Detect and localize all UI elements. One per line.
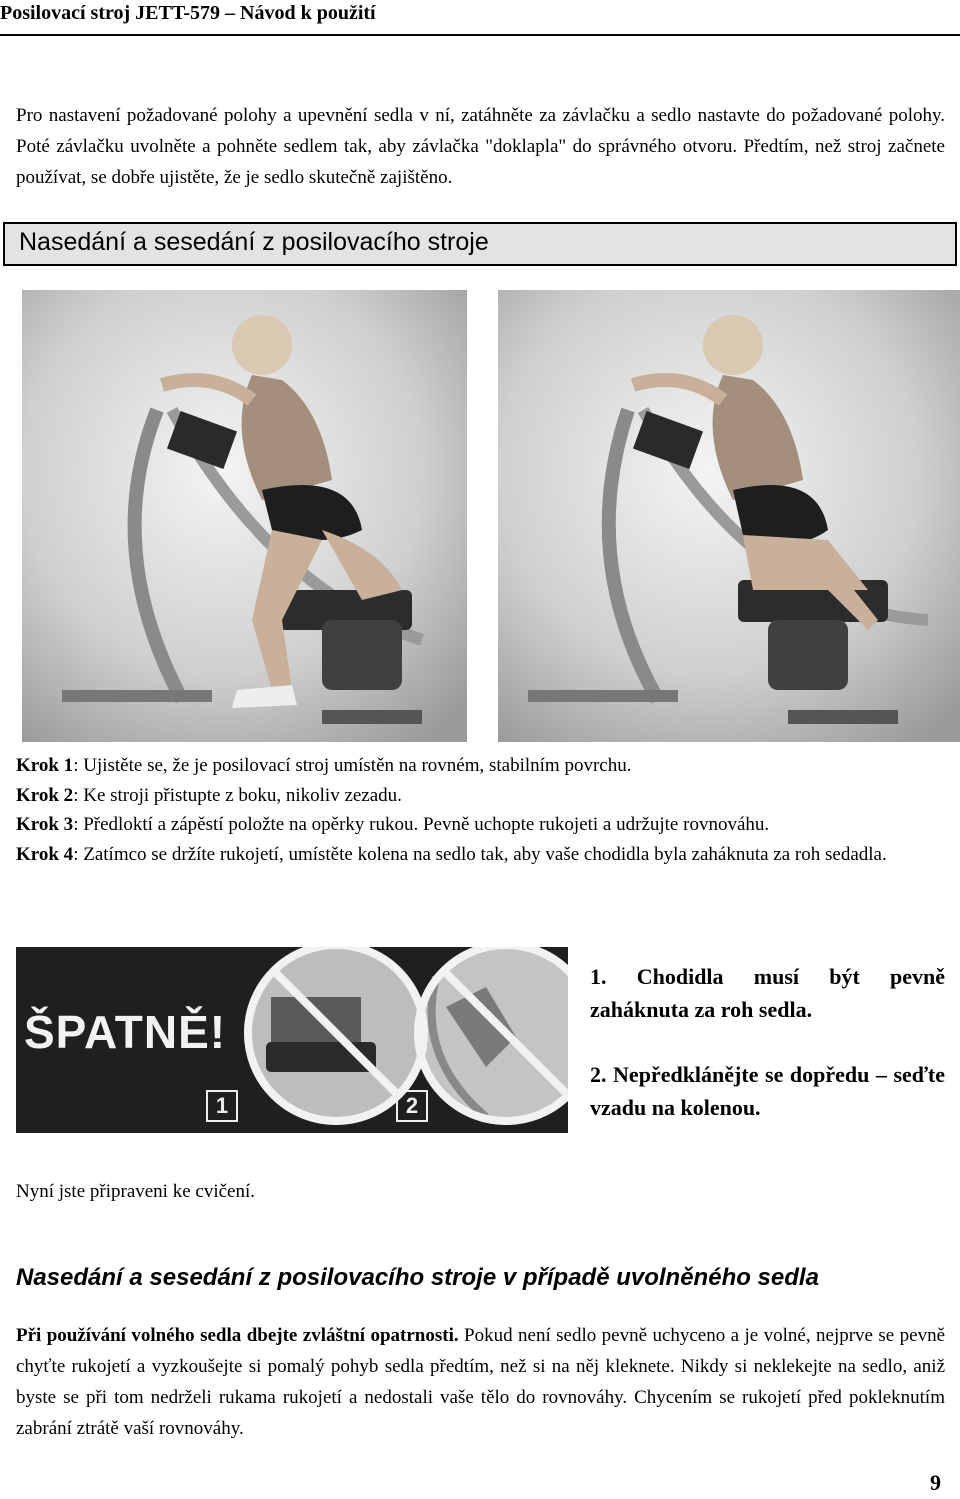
section-heading-mount: Nasedání a sesedání z posilovacího stroje <box>19 228 489 256</box>
loose-seat-text: Pokud není sedlo pevně uchyceno a je volné, nejprve se pevně chyťte rukojetí a vyzkoušejte si pomalý pohyb sedla předtím, než si na něj kleknete. Nikdy si neklekejte na sedlo, aniž byste se při tom nedrželi rukama rukojetí a nedostali vaše tělo do rovnováhy. Chycením se rukojetí před pokleknutím zabrání ztrátě vaší rovnováhy. <box>16 1325 946 1439</box>
step-text: : Ke stroji přistupte z boku, nikoliv zezadu. <box>73 784 402 806</box>
wrong-label: ŠPATNĚ! <box>24 1006 227 1058</box>
step-label: Krok 2 <box>16 784 74 806</box>
step-4 <box>16 840 945 870</box>
header-divider <box>0 34 960 36</box>
step-text: : Ujistěte se, že je posilovací stroj umístěn na rovném, stabilním povrchu. <box>73 755 632 776</box>
page-number: 9 <box>930 1470 941 1495</box>
warning-list <box>590 960 945 1156</box>
section-heading-loose-seat: Nasedání a sesedání z posilovacího stroje v případě uvolněného sedla <box>16 1264 819 1291</box>
loose-seat-paragraph <box>16 1320 945 1444</box>
step-label: Krok 1 <box>16 755 74 776</box>
step-text: : Zatímco se držíte rukojetí, umístěte kolena na sedlo tak, aby vaše chodidla byla zaháknuta za roh sedadla. <box>73 843 887 865</box>
steps-list <box>16 751 945 869</box>
section-heading-box <box>3 222 957 266</box>
mounting-photo-2 <box>498 290 960 742</box>
warning-item-1: 1. Chodidla musí být pevně zaháknuta za roh sedla. <box>590 964 945 1022</box>
step-label: Krok 3 <box>16 814 74 835</box>
intro-paragraph: Pro nastavení požadované polohy a upevnění sedla v ní, zatáhněte za závlačku a sedlo nastavte do požadované polohy. Poté závlačku uvolněte a pohněte sedlem tak, aby závlačka "doklapla" do správného otvoru. Předtím, než stroj začnete používat, se dobře ujistěte, že je sedlo skutečně zajištěno. <box>16 105 945 188</box>
wrong-number-2: 2 <box>396 1090 428 1122</box>
warning-item-2: 2. Nepředklánějte se dopředu – seďte vzadu na kolenou. <box>590 1062 945 1120</box>
step-2 <box>16 781 945 811</box>
wrong-number-1: 1 <box>206 1090 238 1122</box>
ready-text: Nyní jste připraveni ke cvičení. <box>16 1181 256 1202</box>
step-text: : Předloktí a zápěstí položte na opěrky rukou. Pevně uchopte rukojeti a udržujte rovnováhu. <box>73 814 770 835</box>
wrong-usage-image <box>16 947 568 1133</box>
loose-seat-warning-bold: Při používání volného sedla dbejte zvláštní opatrnosti. <box>16 1325 459 1346</box>
step-3 <box>16 810 945 840</box>
step-label: Krok 4 <box>16 843 74 865</box>
mounting-photo-1 <box>22 290 467 742</box>
step-1 <box>16 751 945 781</box>
document-header-title: Posilovací stroj JETT-579 – Návod k použití <box>0 2 376 24</box>
